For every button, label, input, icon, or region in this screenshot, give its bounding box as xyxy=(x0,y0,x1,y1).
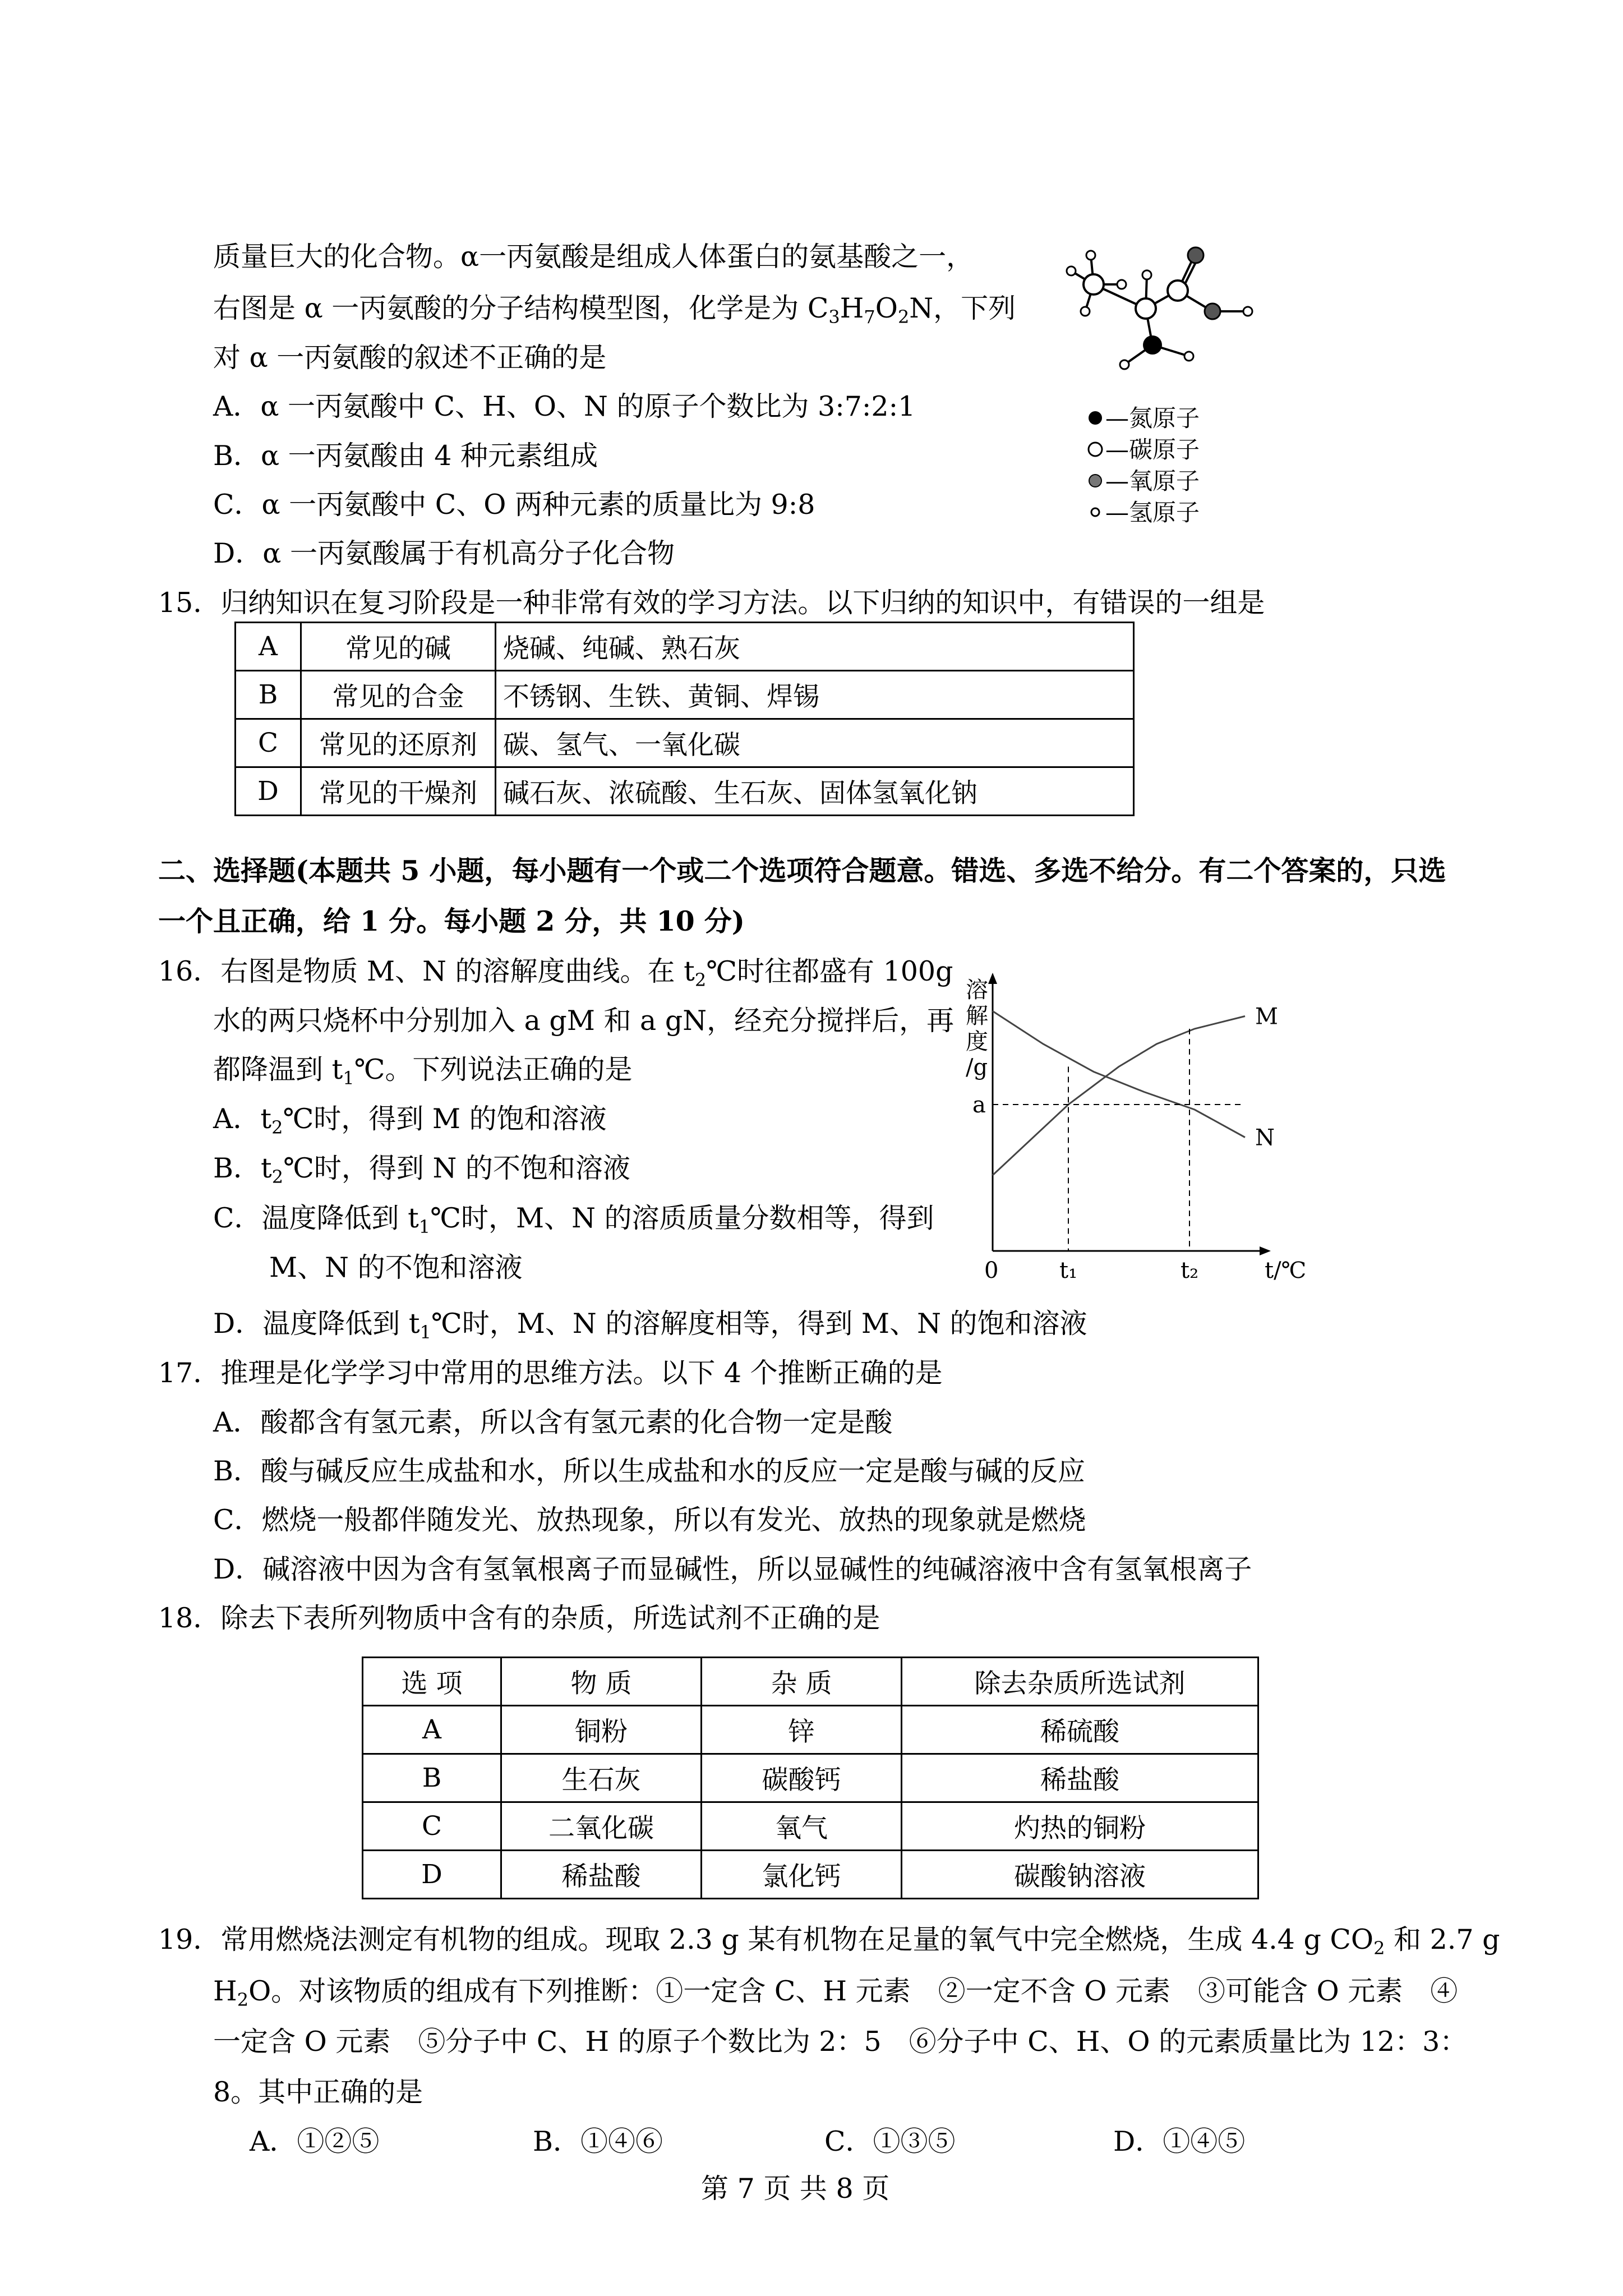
table-cell: D xyxy=(363,1851,501,1899)
table-cell: 常见的干燥剂 xyxy=(301,767,496,816)
q16-line3: 都降温到 $t_1℃$。下列说法正确的是 xyxy=(213,1053,633,1089)
table-cell: C xyxy=(363,1802,501,1851)
oxygen-atom-icon xyxy=(1085,472,1105,489)
y-tick-a: a xyxy=(972,1092,986,1118)
table-cell: A xyxy=(363,1706,501,1754)
nitrogen-atom-icon xyxy=(1085,409,1105,426)
table-row xyxy=(363,1802,1258,1851)
table-cell: 常见的还原剂 xyxy=(301,719,496,767)
table-cell: 常见的合金 xyxy=(301,671,496,719)
table-cell: 碱石灰、浓硫酸、生石灰、固体氢氧化钠 xyxy=(496,767,1134,816)
section2-heading: 二、选择题(本题共 5 小题，每小题有一个或二个选项符合题意。错选、多选不给分。有二个答案的，只选 xyxy=(158,854,1446,887)
q14-line3: 对 α 一丙氨酸的叙述不正确的是 xyxy=(213,342,607,374)
table-cell: 稀盐酸 xyxy=(501,1851,702,1899)
q17-option-d: D．碱溶液中因为含有氢氧根离子而显碱性，所以显碱性的纯碱溶液中含有氢氧根离子 xyxy=(213,1553,1252,1585)
x-axis-label: t/℃ xyxy=(1265,1258,1307,1283)
svg-text:解: 解 xyxy=(966,1003,988,1029)
q16-option-a: A．$t_2℃$时，得到 M 的饱和溶液 xyxy=(213,1103,607,1138)
carbon-atom-icon xyxy=(1085,441,1105,458)
q19-line2: $H_2O$。对该物质的组成有下列推断：①一定含 C、H 元素 ②一定不含 O 元素 ③可能含 O 元素 ④ xyxy=(213,1975,1458,2010)
q16-line1: 16．右图是物质 M、N 的溶解度曲线。在 $t_2℃$时往都盛有 100g xyxy=(158,955,953,991)
q17-option-c: C．燃烧一般都伴随发光、放热现象，所以有发光、放热的现象就是燃烧 xyxy=(213,1504,1086,1536)
table-cell: 碳酸钙 xyxy=(702,1754,902,1802)
q18-table xyxy=(362,1657,1259,1899)
table-header-cell: 杂 质 xyxy=(702,1658,902,1706)
y-axis-arrow xyxy=(988,973,997,984)
table-cell: 烧碱、纯碱、熟石灰 xyxy=(496,623,1134,671)
x-tick-t2: t₂ xyxy=(1181,1258,1199,1283)
table-header-cell: 除去杂质所选试剂 xyxy=(902,1658,1258,1706)
table-cell: 氯化钙 xyxy=(702,1851,902,1899)
legend-oxygen: —氧原子 xyxy=(1085,466,1200,497)
q14-option-b: B．α 一丙氨酸由 4 种元素组成 xyxy=(213,440,598,472)
table-row xyxy=(363,1706,1258,1754)
q19-option-c: C．①③⑤ xyxy=(824,2125,956,2157)
table-row xyxy=(363,1851,1258,1899)
q14-line2: 右图是 α 一丙氨酸的分子结构模型图，化学是为 $C_3H_7O_2N$，下列 xyxy=(213,292,1016,328)
x-tick-t1: t₁ xyxy=(1059,1258,1078,1283)
q16-option-b: B．$t_2℃$时，得到 N 的不饱和溶液 xyxy=(213,1152,630,1188)
q14-option-c: C．α 一丙氨酸中 C、O 两种元素的质量比为 9:8 xyxy=(213,489,815,521)
table-header-row xyxy=(363,1658,1258,1706)
table-cell: 不锈钢、生铁、黄铜、焊锡 xyxy=(496,671,1134,719)
table-cell: B xyxy=(236,671,301,719)
table-row xyxy=(236,719,1134,767)
origin-label: 0 xyxy=(984,1258,999,1283)
q15-stem: 15．归纳知识在复习阶段是一种非常有效的学习方法。以下归纳的知识中，有错误的一组是 xyxy=(158,587,1265,619)
q17-stem: 17．推理是化学学习中常用的思维方法。以下 4 个推断正确的是 xyxy=(158,1357,943,1389)
q19-option-b: B．①④⑥ xyxy=(533,2125,663,2157)
series-N-label: N xyxy=(1255,1125,1275,1151)
legend-hydrogen: —氢原子 xyxy=(1085,497,1200,528)
alanine-molecule-model xyxy=(1054,230,1290,381)
series-N-line xyxy=(993,1011,1245,1138)
svg-text:/g: /g xyxy=(966,1055,988,1080)
table-cell: 生石灰 xyxy=(501,1754,702,1802)
table-cell: A xyxy=(236,623,301,671)
q14-option-d: D．α 一丙氨酸属于有机高分子化合物 xyxy=(213,537,675,569)
y-axis-label xyxy=(966,977,988,1080)
series-M-label: M xyxy=(1255,1004,1278,1030)
table-header-cell: 物 质 xyxy=(501,1658,702,1706)
table-cell: C xyxy=(236,719,301,767)
hydrogen-atom-icon xyxy=(1085,504,1105,521)
q17-option-a: A．酸都含有氢元素，所以含有氢元素的化合物一定是酸 xyxy=(213,1406,893,1438)
x-axis-arrow xyxy=(1260,1246,1271,1255)
q14-option-a: A．α 一丙氨酸中 C、H、O、N 的原子个数比为 3:7:2:1 xyxy=(213,390,916,422)
legend-carbon: —碳原子 xyxy=(1085,434,1200,466)
legend-nitrogen: —氮原子 xyxy=(1085,403,1200,434)
q15-table xyxy=(234,622,1135,816)
series-M-line xyxy=(993,1016,1245,1176)
q17-option-b: B．酸与碱反应生成盐和水，所以生成盐和水的反应一定是酸与碱的反应 xyxy=(213,1455,1086,1487)
q16-line2: 水的两只烧杯中分别加入 a gM 和 a gN，经充分搅拌后，再 xyxy=(213,1005,955,1037)
table-row xyxy=(363,1754,1258,1802)
solubility-chart xyxy=(953,965,1312,1296)
table-cell: B xyxy=(363,1754,501,1802)
q19-line1: 19．常用燃烧法测定有机物的组成。现取 2.3 g 某有机物在足量的氧气中完全燃烧，生成 4.4 g $CO_2$ 和 2.7 g xyxy=(158,1924,1500,1959)
table-cell: 稀硫酸 xyxy=(902,1706,1258,1754)
molecule-legend xyxy=(1085,403,1200,528)
table-cell: 碳、氢气、一氧化碳 xyxy=(496,719,1134,767)
q19-option-d: D．①④⑤ xyxy=(1113,2125,1246,2157)
table-cell: 稀盐酸 xyxy=(902,1754,1258,1802)
q19-line3: 一定含 O 元素 ⑤分子中 C、H 的原子个数比为 2：5 ⑥分子中 C、H、O 的元素质量比为 12：3： xyxy=(213,2026,1468,2058)
table-cell: 锌 xyxy=(702,1706,902,1754)
table-cell: 铜粉 xyxy=(501,1706,702,1754)
svg-text:溶: 溶 xyxy=(966,977,988,1003)
section2-heading-cont: 一个且正确，给 1 分。每小题 2 分，共 10 分) xyxy=(158,905,745,937)
table-header-cell: 选 项 xyxy=(363,1658,501,1706)
table-cell: 碳酸钠溶液 xyxy=(902,1851,1258,1899)
q14-line1: 质量巨大的化合物。α一丙氨酸是组成人体蛋白的氨基酸之一， xyxy=(213,241,974,273)
table-row xyxy=(236,623,1134,671)
q16-option-c: C．温度降低到 $t_1℃$时，M、N 的溶质质量分数相等，得到 xyxy=(213,1202,934,1237)
q16-option-c-cont: M、N 的不饱和溶液 xyxy=(269,1251,523,1283)
table-cell: 灼热的铜粉 xyxy=(902,1802,1258,1851)
q18-stem: 18．除去下表所列物质中含有的杂质，所选试剂不正确的是 xyxy=(158,1602,880,1634)
svg-text:度: 度 xyxy=(966,1029,988,1055)
table-cell: 常见的碱 xyxy=(301,623,496,671)
table-cell: 氧气 xyxy=(702,1802,902,1851)
table-row xyxy=(236,671,1134,719)
page-number: 第 7 页 共 8 页 xyxy=(701,2173,890,2205)
table-row xyxy=(236,767,1134,816)
q19-line4: 8。其中正确的是 xyxy=(213,2076,423,2108)
q16-option-d: D．温度降低到 $t_1℃$时，M、N 的溶解度相等，得到 M、N 的饱和溶液 xyxy=(213,1308,1087,1343)
q19-option-a: A．①②⑤ xyxy=(250,2125,380,2157)
table-cell: D xyxy=(236,767,301,816)
table-cell: 二氧化碳 xyxy=(501,1802,702,1851)
